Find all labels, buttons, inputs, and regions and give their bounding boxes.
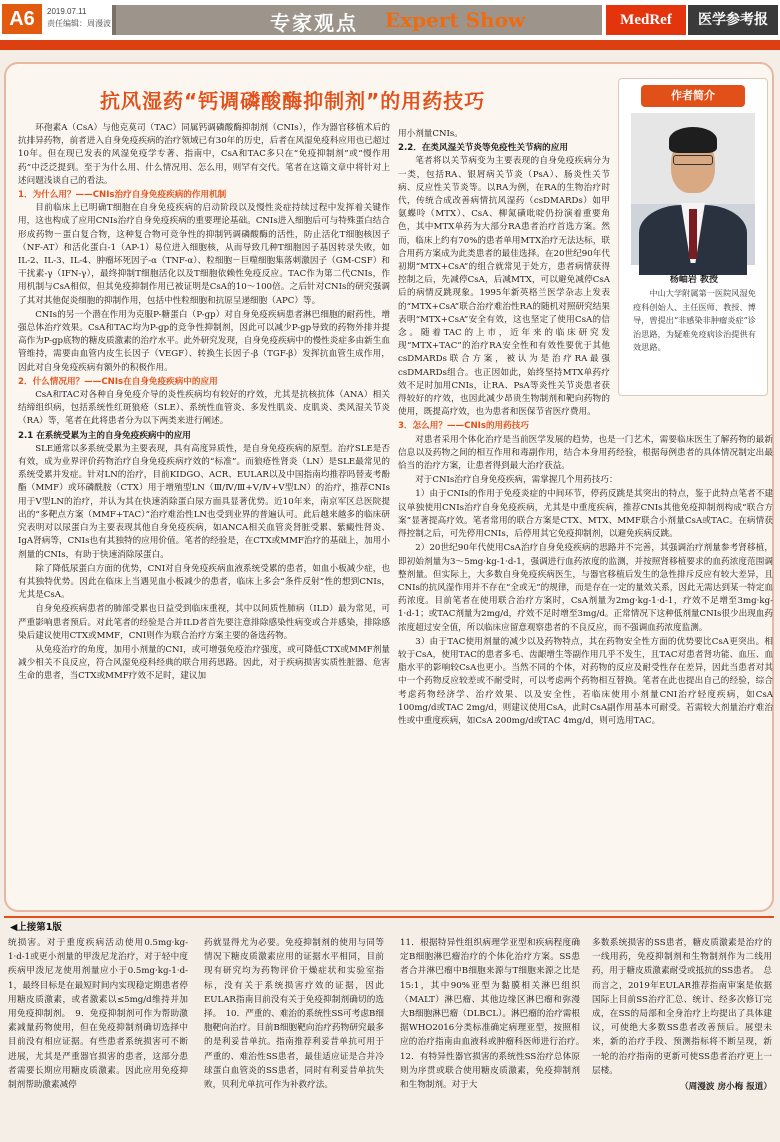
paragraph: SLE通常以多系统受累为主要表现，具有高度异质性，是自身免疫疾病的原型。治疗SLE是否有效，成为业界评价药物治疗自身免疫疾病疗效的“标准”。而狼疮性肾炎（LN）是SLE最常见的系统受累并发症。针对LN的治疗，目前KIDGO、ACR、EULAR以及中国指南均推荐吗替麦考酚酯（MMF）或环磷酰胺（CTX）用于增殖型LN（Ⅲ/Ⅳ/Ⅲ+Ⅴ/Ⅳ+Ⅴ型LN）的治疗，推荐CNIs用于Ⅴ型LN的治疗，并认为其在快速消除蛋白尿方面具显著优势。近10年来，南京军区总医院提出的“多靶点方案（MMF+TAC）”治疗难治性LN也受到业界的普遍认可。此后越来越多的临床研究表明对以尿蛋白为主要表现其他自身免疫疾病，如ANCA相关血管炎肾脏受累、紫癜性肾炎、IgA肾病等，CNIs也有其独特的应用价值。笔者的经验是，在CTX或MMF治疗的基础上，加用小剂量的CNIs，有助于快速消除尿蛋白。 bbox=[18, 443, 390, 560]
article-column-left bbox=[18, 122, 390, 912]
paragraph: 自身免疫疾病患者的肺部受累也日益受到临床重视，其中以间质性肺病（ILD）最为常见，可严重影响患者预后。对此笔者的经验是合并ILD者首先要注意排除感染性病变或合并感染，排除感染后建议使用CTX或MMF，CNI则作为联合治疗方案主要的备选药物。 bbox=[18, 604, 390, 641]
paragraph: 对患者采用个体化治疗是当前医学发展的趋势，也是一门艺术，需要临床医生了解药物的最新信息以及药物之间的相互作用和毒副作用，结合本身用药经验，根据每例患者的具体情况制定出最恰当的治疗方案，让患者得到最大治疗获益。 bbox=[398, 434, 773, 472]
brand-logo: MedRef bbox=[606, 5, 686, 35]
paragraph: CNIs的另一个潜在作用为克服P-糖蛋白（P-gp）对自身免疫疾病患者淋巴细胞的耐药性，增强总体治疗效果。CsA和TAC均为P-gp的竞争性抑制剂，因此可以减少P-gp导致的药物外排并提高作为P-gp底物的糖皮质激素的治疗水平。此外研究发现，自身免疫疾病中的慢性炎症多由新生血管维持，需要由血管内皮生长因子（VEGF）、转换生长因子-β（TGF-β）发挥抗血管生成作用，因此对自身免疫疾病有额外的积极作用。 bbox=[18, 309, 390, 373]
header-divider bbox=[0, 40, 780, 50]
paragraph: 2）20世纪90年代使用CsA治疗自身免疫疾病的思路并不完善，其强调治疗剂量参考肾移植，即初始剂量为3～5mg·kg-1·d-1，强调进行血药浓度的监测，并按照肾移植要求的血药浓度范围调整剂量。但实际上，大多数自身免疫疾病医生，与器官移植后发生的急性排斥反应有较大差异，且CNIs的抗风湿作用并不存在“全或无”的规律，而是存在一定的量效关系，因此无需达到某一特定血药浓度。目前笔者在使用联合治疗方案时，CsA剂量为2mg·kg-1·d-1，疗效不足增至3mg·kg-1·d-1；或TAC剂量为2mg/d，疗效不足时增至3mg/d。正常情况下这种低剂量CNIs很少出现血药浓度超过安全值，所以临床应留意观察患者的不良反应，而不强调血药浓度监测。 bbox=[398, 543, 773, 633]
paragraph: CsA和TAC对各种自身免疫介导的炎性疾病均有较好的疗效，尤其是抗核抗体（ANA）相关结缔组织病，包括系统性红斑狼疮（SLE）、系统性血管炎、多发性肌炎、皮肌炎、类风湿关节炎（RA）等，笔者在此将患者分为以下两类来进行阐述。 bbox=[18, 390, 390, 427]
continued-column-1: 统损害。对于重度疾病活动使用0.5mg·kg-1·d-1或更小剂量的甲泼尼龙治疗，对于轻中度疾病甲泼尼龙使用剂量应小于0.5mg·kg-1·d-1，最终目标是在最短时间内实现稳定期患者停用糖皮质激素，或者激素以≤5mg/d维持并加用免疫抑制剂。 9．免疫抑制剂可作为帮助激素减量药物使用，但在免疫抑制剂确切选择中目前没有相应证据。有些患者系统损害可不断进展，尤其是严重器官损害的患者，这部分患者需要长期应用糖皮质激素。因此应用免疫抑制剂帮助激素减停 bbox=[8, 938, 188, 1091]
section-heading: 1．为什么用？——CNIs治疗自身免疫疾病的作用机制 bbox=[18, 190, 227, 201]
reporter-signature: （周漫波 房小梅 报道） bbox=[680, 1082, 772, 1093]
issue-date: 2019.07.11 bbox=[47, 7, 87, 16]
paragraph: 目前临床上已明确T细胞在自身免疫疾病的启动阶段以及慢性炎症持续过程中发挥着关键作用，这也构成了应用CNIs治疗自身免疫疾病的重要理论基础。CNIs进入细胞后可与特殊蛋白结合形成药物－蛋白复合物，这种复合物可竞争性的抑制钙调磷酸酶的活性，防止活化T细胞核因子（NF-AT）和活化蛋白-1（AP-1）易位进入细胞核，从而导致几种T细胞因子基因转录失败，如IL-2、IL-3、IL-4、肿瘤坏死因子-α（TNF-α）、粒细胞－巨噬细胞集落刺激因子（GM-CSF）和干扰素-γ（IFN-γ），最终抑制T细胞活化以及T细胞依赖性免疫反应。TAC作为第二代CNIs，作用机制与CsA相似，但其免疫抑制作用已被证明是CsA的10～100倍。之后针对CNIs的研究强调了其对其他促炎细胞的抑制作用，包括中性粒细胞和抗原呈递细胞（APC）等。 bbox=[18, 203, 390, 306]
section-title-en: Expert Show bbox=[385, 8, 526, 32]
paragraph: 用小剂量CNIs。 bbox=[398, 129, 463, 139]
paragraph: 环孢素A（CsA）与他克莫司（TAC）同属钙调磷酸酶抑制剂（CNIs），作为器官移植术后的抗排异药物，前者进入自身免疫疾病的治疗领域已有30年的历史，后者在风湿免疫科应用也已超过10年。但在现已发表的风湿免疫学专著、指南中，CsA和TAC多只在“免疫抑制剂”或“慢作用药”中泛泛提到。至于为什么用、什么情况用、怎么用，则罕有交代。笔者在这篇文章中将针对上述问题浅谈自己的看法。 bbox=[18, 123, 390, 186]
continued-column-2: 药就显得尤为必要。免疫抑制剂的使用与同等情况下糖皮质激素应用的证据水平相同，目前现有研究均为药物评价干燥症状和实验室指标，没有关于系统损害疗效的证据，因此EULAR指南目前没有关于免疫抑制剂确切的选择。 10．严重的、难治的系统性SS可考虑B细胞靶向治疗。目前B细胞靶向治疗药物研究最多的是利妥昔单抗。指南推荐利妥昔单抗可用于严重的、难治性SS患者，最佳适应证是合并冷球蛋白血管炎的SS患者，同时有利妥昔单抗失败，贝利尤单抗可作为补救疗法。 bbox=[204, 938, 384, 1091]
editor-credit: 责任编辑：周漫波 bbox=[47, 19, 111, 28]
article-title: 抗风湿药“钙调磷酸酶抑制剂”的用药技巧 bbox=[100, 89, 486, 113]
section-heading: 2．什么情况用？——CNIs在自身免疫疾病中的应用 bbox=[18, 376, 218, 387]
continued-divider bbox=[4, 916, 774, 932]
paragraph: 笔者将以关节病变为主要表现的自身免疫疾病分为一类，包括RA、银屑病关节炎（PsA）、肠炎性关节病、反应性关节炎等。以RA为例，在RA的生物治疗时代，传统合成改善病情抗风湿药（csDMARDs）如甲氨蝶呤（MTX）、CsA、柳氮磺吡啶仍扮演着重要角色，其中MTX单药为大部分RA患者治疗首选方案。然而，临床上约有70%的患者单用MTX治疗无法达标，联合用药方案成为此类患者的最佳选择。在20世纪90年代初期“MTX+CsA”的组合就常见于处方，患者病情获得控制之后，先减停CsA，后减MTX，可以避免减停CsA后的病情反跳现象。1995年新英格兰医学杂志上发表的“MTX+CsA”联合治疗难治性RA的随机对照研究结果表明“MTX+CsA”安全有效，这也坚定了使用CsA的信念。随着TAC的上市，近年来的临床研究发现“MTX+TAC”的治疗RA安全性和有效性要优于其他csDMARDs联合方案，被认为是治疗RA最强csDMARDs组合。也正因如此，始终坚持MTX单药疗效不足时加用CNIs，让RA、PsA等炎性关节炎患者获得较好的疗效，也因此减少昂贵生物制剂和靶向药物的使用，既提高疗效，也为患者和医保节省医疗费用。 bbox=[398, 156, 610, 418]
paragraph: 对于CNIs治疗自身免疫疾病，需掌握几个用药技巧： bbox=[415, 475, 618, 486]
section-heading: 2.2．在类风湿关节炎等免疫性关节病的应用 bbox=[398, 143, 568, 154]
paragraph: 除了降低尿蛋白方面的优势，CNI对自身免疫疾病血液系统受累的患者，如血小板减少症，也有其独特优势。因此在临床上当遇见血小板减少的患者，临床上多会“条件反射”性的想到CNIs，尤其是CsA。 bbox=[18, 563, 390, 601]
continued-column-4-text: 多数系统损害的SS患者，糖皮质激素是治疗的一线用药，免疫抑制剂和生物制剂作为二线用药，用于糖皮质激素耐受或抵抗的SS患者。 总而言之，2019年EULAR推荐指南审案是依据国际上目前SS治疗汇总、统计、经多次修订完成，在SS的局部和全身治疗上均提出了具体建议，可使绝大多数SS患者改善预后。展望未来，新的治疗手段、预测指标将不断呈现，新一轮的治疗指南的更新可使SS患者治疗更上一层楼。 bbox=[592, 938, 772, 1076]
paragraph: 1）由于CNIs的作用于免疫炎症的中间环节，停药反跳是其突出的特点，鉴于此特点笔者不建议单独使用CNIs治疗自身免疫疾病，尤其是中重度疾病，推荐CNIs其他免疫抑制剂构成“联合方案”显著提高疗效。笔者常用的联合方案是CTX、MTX、MMF联合小剂量CsA或TAC。在病情获得控制之后，可先停用CNIs，后停用其它免疫抑制剂，以避免疾病反跳。 bbox=[398, 489, 773, 540]
continued-column-4 bbox=[592, 936, 772, 1136]
author-box bbox=[618, 78, 768, 396]
paragraph: 3）由于TAC使用剂量的减少以及药物特点，其在药物安全性方面的优势要比CsA更突出。相较于CsA，使用TAC的患者多毛、齿龈增生等副作用几乎不发生，且TAC对患者肾功能、血压、血脂水平的影响较CsA也更小。当然不同的个体，对药物的反应及耐受性存在差异，因此当患者对其中一个药物反应较差或不耐受时，可以考虑两个药物相互替换。笔者在此也提出自己的经验，综合考虑药物经济学、治疗效果、以及安全性，若临床使用小剂量CNI治疗轻度疾病，如CsA 100mg/d或TAC 2mg/d，则建议使用CsA，此时CsA副作用基本可耐受。若需较大剂量治疗难治性或中重度疾病，如CsA 200mg/d或TAC 4mg/d，则可选用TAC。 bbox=[398, 636, 773, 726]
continued-column-3: 11．根据特异性组织病理学亚型和疾病程度确定B细胞淋巴瘤治疗的个体化治疗方案。SS患者合并淋巴瘤中B细胞来源与T细胞来源之比是15:1，其中90%亚型为黏膜相关淋巴组织（MALT）淋巴瘤、其他边缘区淋巴瘤和弥漫大B细胞淋巴瘤（DLBCL）。淋巴瘤的治疗需根据WHO2016分类标准确定病理亚型，按照相应的治疗指南由血液科或肿瘤科医师进行治疗。 12．有特异性器官损害的系统性SS治疗总体原则为序贯或联合使用糖皮质激素，免疫抑制剂和生物制剂。对于大 bbox=[400, 938, 589, 1091]
section-heading: 2.1 在系统受累为主的自身免疫疾病中的应用 bbox=[18, 430, 191, 441]
page-number: A6 bbox=[2, 4, 42, 34]
header-meta bbox=[47, 6, 111, 30]
author-box-title: 作者简介 bbox=[641, 85, 745, 107]
page-header bbox=[0, 0, 780, 40]
section-title-cn: 专家观点 bbox=[270, 11, 358, 35]
paragraph: 从免疫治疗的角度，加用小剂量的CNI，或可增强免疫治疗强度，或可降低CTX或MMF剂量减少相关不良反应，符合风湿免疫科经典的联合用药思路。因此，对于疾病损害实质性脏器、危害生命的患者，当CTX或MMF疗效不足时，建议加 bbox=[18, 644, 390, 682]
author-photo bbox=[631, 113, 755, 265]
continued-label: ◀上接第1版 bbox=[10, 922, 62, 933]
author-name: 杨岫岩 教授 bbox=[669, 275, 719, 285]
author-bio: 中山大学附属第一医院风湿免疫科创始人、主任医师、教授、博导，曾提出“非感染非肿瘤炎症”诊治思路，为疑难免疫病诊治提供有效思路。 bbox=[633, 288, 756, 353]
section-heading: 3．怎么用？——CNIs的用药技巧 bbox=[398, 421, 529, 432]
brand-name-cn: 医学参考报 bbox=[688, 5, 778, 35]
